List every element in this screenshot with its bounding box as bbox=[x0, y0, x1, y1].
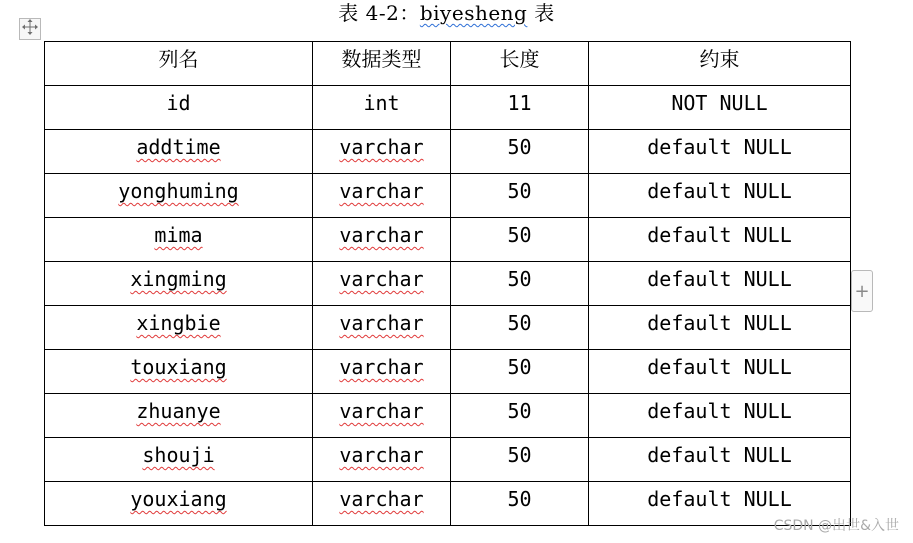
cell-data-type: varchar bbox=[313, 350, 451, 394]
cell-length: 50 bbox=[451, 438, 589, 482]
table-header-row bbox=[45, 42, 851, 86]
caption-table-name: biyesheng bbox=[419, 1, 528, 25]
plus-icon: + bbox=[854, 280, 870, 302]
cell-column-name: xingbie bbox=[45, 306, 313, 350]
table-row bbox=[45, 394, 851, 438]
cell-data-type: int bbox=[313, 86, 451, 130]
watermark: CSDN @出世&入世 bbox=[773, 518, 899, 534]
table-row bbox=[45, 482, 851, 526]
header-data-type: 数据类型 bbox=[313, 42, 451, 86]
cell-data-type: varchar bbox=[313, 394, 451, 438]
cell-length: 50 bbox=[451, 394, 589, 438]
header-length: 长度 bbox=[451, 42, 589, 86]
cell-length: 50 bbox=[451, 130, 589, 174]
header-constraint: 约束 bbox=[589, 42, 851, 86]
header-column-name: 列名 bbox=[45, 42, 313, 86]
caption-suffix: 表 bbox=[527, 1, 555, 25]
cell-data-type: varchar bbox=[313, 482, 451, 526]
table-row bbox=[45, 130, 851, 174]
table-row bbox=[45, 218, 851, 262]
cell-column-name: mima bbox=[45, 218, 313, 262]
cell-constraint: default NULL bbox=[589, 350, 851, 394]
table-move-handle[interactable] bbox=[19, 18, 41, 40]
cell-constraint: default NULL bbox=[589, 438, 851, 482]
cell-length: 50 bbox=[451, 174, 589, 218]
caption-prefix: 表 4-2： bbox=[338, 1, 420, 25]
cell-constraint: default NULL bbox=[589, 482, 851, 526]
cell-data-type: varchar bbox=[313, 438, 451, 482]
cell-column-name: touxiang bbox=[45, 350, 313, 394]
cell-column-name: addtime bbox=[45, 130, 313, 174]
cell-length: 50 bbox=[451, 482, 589, 526]
cell-constraint: default NULL bbox=[589, 130, 851, 174]
table-row bbox=[45, 350, 851, 394]
table-row bbox=[45, 262, 851, 306]
table-row bbox=[45, 174, 851, 218]
cell-length: 11 bbox=[451, 86, 589, 130]
cell-constraint: default NULL bbox=[589, 394, 851, 438]
table-row bbox=[45, 86, 851, 130]
cell-constraint: NOT NULL bbox=[589, 86, 851, 130]
add-column-button[interactable] bbox=[851, 270, 873, 312]
cell-constraint: default NULL bbox=[589, 262, 851, 306]
schema-table bbox=[44, 41, 851, 526]
cell-data-type: varchar bbox=[313, 130, 451, 174]
cell-length: 50 bbox=[451, 350, 589, 394]
table-row bbox=[45, 306, 851, 350]
cell-constraint: default NULL bbox=[589, 306, 851, 350]
move-icon bbox=[22, 19, 38, 39]
cell-column-name: yonghuming bbox=[45, 174, 313, 218]
cell-column-name: id bbox=[45, 86, 313, 130]
cell-data-type: varchar bbox=[313, 262, 451, 306]
cell-length: 50 bbox=[451, 306, 589, 350]
cell-column-name: youxiang bbox=[45, 482, 313, 526]
table-row bbox=[45, 438, 851, 482]
cell-column-name: xingming bbox=[45, 262, 313, 306]
cell-data-type: varchar bbox=[313, 218, 451, 262]
cell-data-type: varchar bbox=[313, 306, 451, 350]
cell-length: 50 bbox=[451, 262, 589, 306]
cell-column-name: zhuanye bbox=[45, 394, 313, 438]
cell-data-type: varchar bbox=[313, 174, 451, 218]
cell-column-name: shouji bbox=[45, 438, 313, 482]
table-caption bbox=[0, 0, 893, 26]
cell-length: 50 bbox=[451, 218, 589, 262]
cell-constraint: default NULL bbox=[589, 218, 851, 262]
cell-constraint: default NULL bbox=[589, 174, 851, 218]
